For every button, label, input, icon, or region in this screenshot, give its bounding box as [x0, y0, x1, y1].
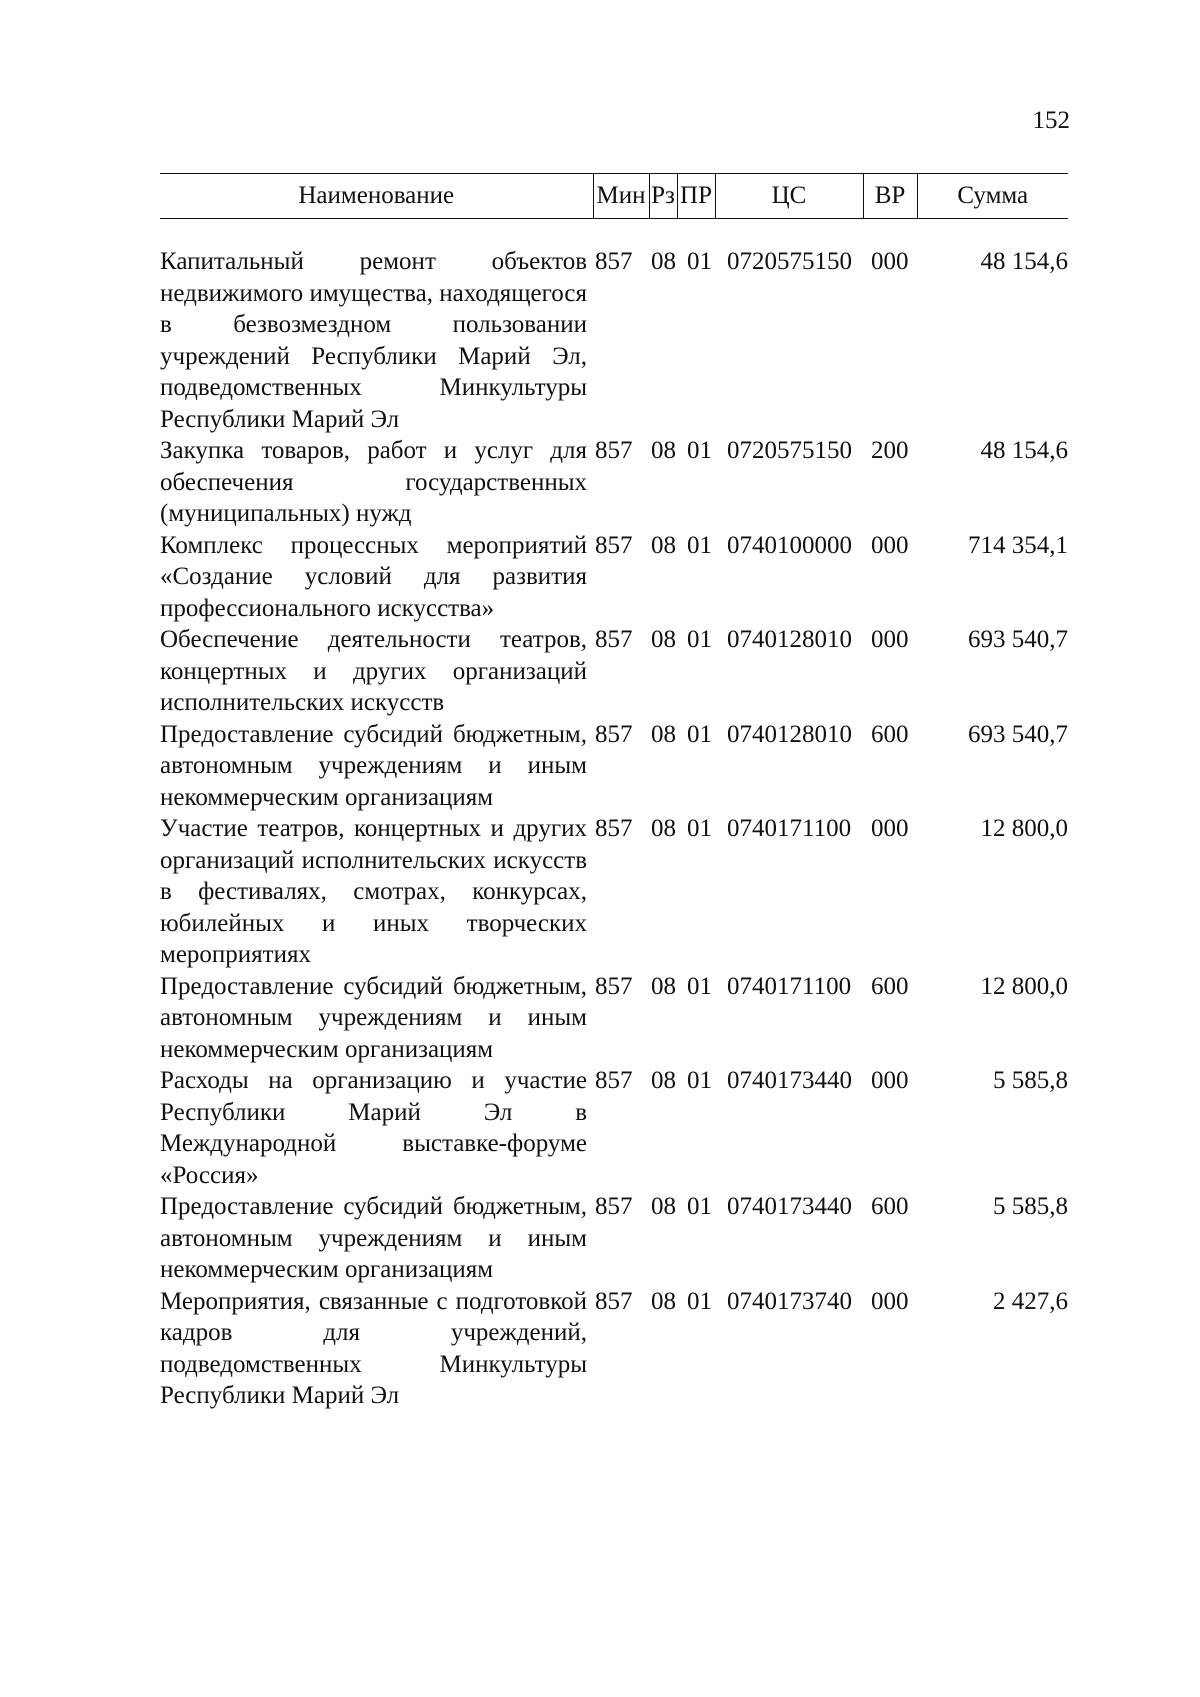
table-header — [160, 173, 1068, 219]
row-sum: 48 154,6 — [980, 437, 1068, 464]
budget-table — [160, 246, 1068, 1412]
column-header-cs: ЦС — [715, 174, 863, 218]
row-name: Закупка товаров, работ и услуг для обеспечения государственных (муниципальных) нужд — [160, 437, 587, 527]
row-cs: 0740173740 — [727, 1287, 852, 1315]
row-cs: 0740100000 — [727, 531, 852, 559]
row-name: Предоставление субсидий бюджетным, автономным учреждениям и иным некоммерческим организациям — [160, 1193, 587, 1283]
row-pr: 01 — [687, 972, 712, 1000]
row-name: Мероприятия, связанные с подготовкой кадров для учреждений, подведомственных Минкультуры Республики Марий Эл — [160, 1287, 587, 1409]
row-min: 857 — [595, 1287, 633, 1315]
row-rz: 08 — [651, 248, 676, 275]
row-cs: 0740128010 — [727, 720, 852, 748]
row-vr: 600 — [871, 972, 909, 1000]
column-header-rz: Рз — [649, 174, 677, 218]
row-rz: 08 — [651, 1287, 676, 1315]
row-vr: 000 — [871, 626, 909, 653]
row-vr: 600 — [871, 1193, 909, 1220]
table-row — [160, 246, 1068, 435]
row-min: 857 — [595, 815, 633, 842]
column-header-name: Наименование — [298, 182, 455, 209]
row-sum: 2 427,6 — [993, 1287, 1068, 1315]
row-name: Обеспечение деятельности театров, концертных и других организаций исполнительских искусств — [160, 626, 587, 716]
row-cs: 0740171100 — [727, 972, 852, 1000]
row-pr: 01 — [687, 1193, 712, 1220]
row-pr: 01 — [687, 437, 712, 464]
row-rz: 08 — [651, 1193, 676, 1220]
table-row — [160, 530, 1068, 625]
column-header-min: Мин — [593, 174, 649, 218]
row-cs: 0740128010 — [727, 626, 852, 653]
row-rz: 08 — [651, 972, 676, 1000]
table-row — [160, 813, 1068, 971]
row-sum: 48 154,6 — [980, 248, 1068, 275]
row-rz: 08 — [651, 720, 676, 748]
row-min: 857 — [595, 437, 633, 464]
row-pr: 01 — [687, 1287, 712, 1315]
row-vr: 000 — [871, 815, 909, 842]
row-name: Предоставление субсидий бюджетным, автономным учреждениям и иным некоммерческим организациям — [160, 972, 587, 1063]
row-name: Расходы на организацию и участие Республики Марий Эл в Международной выставке-форуме «Россия» — [160, 1067, 587, 1189]
row-rz: 08 — [651, 626, 676, 653]
row-pr: 01 — [687, 248, 712, 275]
row-pr: 01 — [687, 815, 712, 842]
row-name: Предоставление субсидий бюджетным, автономным учреждениям и иным некоммерческим организациям — [160, 720, 587, 811]
row-rz: 08 — [651, 531, 676, 559]
row-rz: 08 — [651, 437, 676, 464]
row-sum: 714 354,1 — [968, 531, 1068, 559]
row-cs: 0740171100 — [727, 815, 852, 842]
row-min: 857 — [595, 972, 633, 1000]
row-min: 857 — [595, 248, 633, 275]
row-vr: 000 — [871, 1067, 909, 1094]
table-row — [160, 624, 1068, 719]
row-vr: 200 — [871, 437, 909, 464]
row-sum: 693 540,7 — [968, 720, 1068, 748]
row-vr: 600 — [871, 720, 909, 748]
row-sum: 12 800,0 — [980, 815, 1068, 842]
column-header-vr: ВР — [863, 174, 917, 218]
row-sum: 5 585,8 — [993, 1193, 1068, 1220]
row-min: 857 — [595, 626, 633, 653]
row-cs: 0720575150 — [727, 248, 852, 275]
row-pr: 01 — [687, 1067, 712, 1094]
row-min: 857 — [595, 720, 633, 748]
table-row — [160, 1286, 1068, 1412]
table-row — [160, 1191, 1068, 1286]
row-rz: 08 — [651, 815, 676, 842]
row-cs: 0740173440 — [727, 1193, 852, 1220]
row-pr: 01 — [687, 626, 712, 653]
row-sum: 5 585,8 — [993, 1067, 1068, 1094]
table-row — [160, 719, 1068, 814]
row-sum: 12 800,0 — [980, 972, 1068, 1000]
column-header-sum: Сумма — [917, 174, 1068, 218]
row-vr: 000 — [871, 531, 909, 559]
page-number: 152 — [1032, 107, 1070, 134]
row-cs: 0720575150 — [727, 437, 852, 464]
column-header-pr: ПР — [677, 174, 715, 218]
row-min: 857 — [595, 1193, 633, 1220]
row-rz: 08 — [651, 1067, 676, 1094]
row-min: 857 — [595, 531, 633, 559]
row-vr: 000 — [871, 1287, 909, 1315]
row-min: 857 — [595, 1067, 633, 1094]
row-name: Капитальный ремонт объектов недвижимого имущества, находящегося в безвозмездном пользовании учреждений Республики Марий Эл, подведомственных Минкультуры Республики Марий Эл — [160, 248, 587, 433]
row-name: Участие театров, концертных и других организаций исполнительских искусств в фестивалях, смотрах, конкурсах, юбилейных и иных творческих мероприятиях — [160, 815, 587, 968]
row-name: Комплекс процессных мероприятий «Создание условий для развития профессионального искусства» — [160, 531, 587, 622]
table-row — [160, 971, 1068, 1066]
row-vr: 000 — [871, 248, 909, 275]
row-pr: 01 — [687, 720, 712, 748]
table-row — [160, 1065, 1068, 1191]
row-cs: 0740173440 — [727, 1067, 852, 1094]
row-pr: 01 — [687, 531, 712, 559]
table-row — [160, 435, 1068, 530]
row-sum: 693 540,7 — [968, 626, 1068, 653]
